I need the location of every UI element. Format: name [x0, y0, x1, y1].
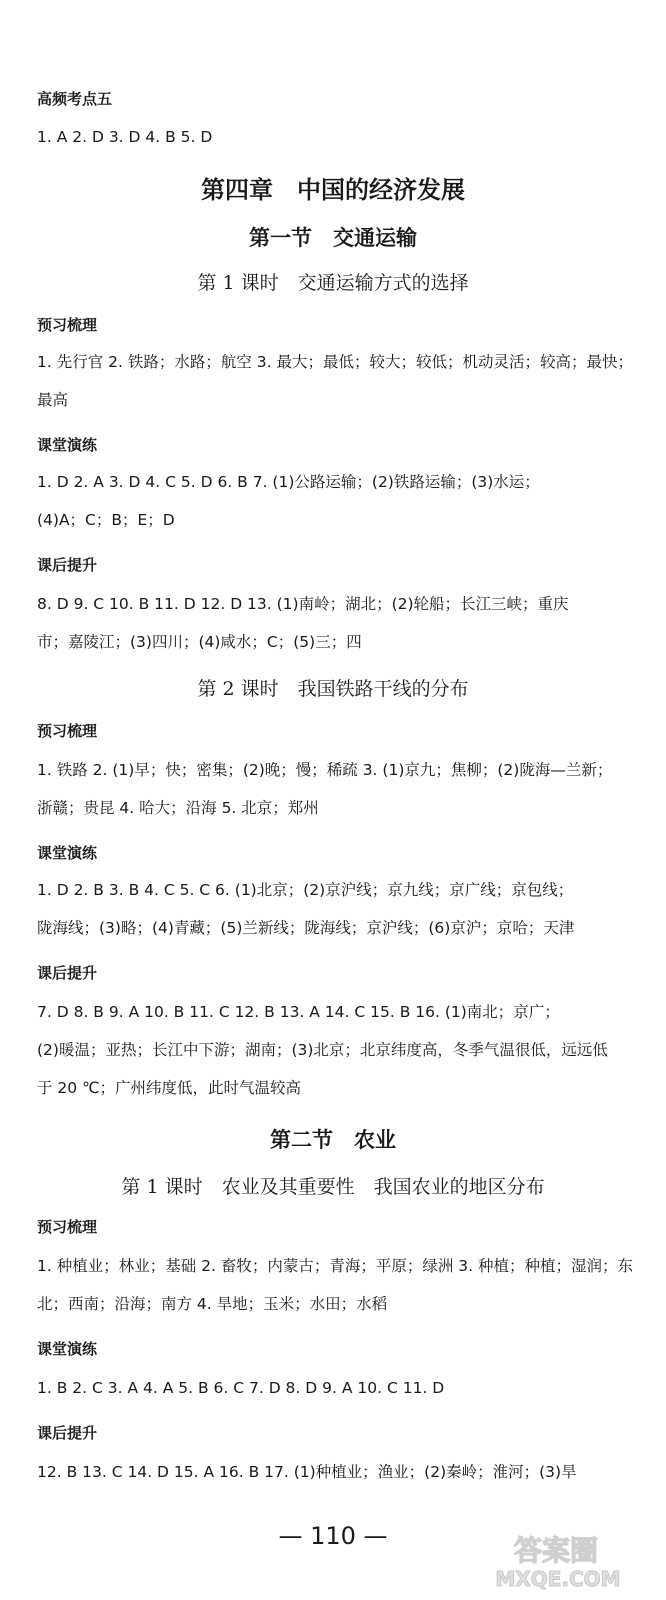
answer-line: 1. D 2. A 3. D 4. C 5. D 6. B 7. (1)公路运输；(2)铁路运输；(3)水运； — [37, 473, 540, 491]
section-label: 预习梳理 — [37, 316, 98, 334]
answer-line: 1. A 2. D 3. D 4. B 5. D — [37, 128, 213, 146]
section-title: 第一节 交通运输 — [249, 226, 417, 250]
page-number: — 110 — — [278, 1522, 388, 1550]
section-label: 预习梳理 — [37, 722, 98, 740]
answer-line: 市；嘉陵江；(3)四川；(4)咸水；C；(5)三；四 — [37, 633, 362, 651]
answer-line: (2)暖温；亚热；长江中下游；湖南；(3)北京；北京纬度高，冬季气温很低，远远低 — [37, 1041, 608, 1059]
answer-line: 1. 先行官 2. 铁路；水路；航空 3. 最大；最低；较大；较低；机动灵活；较高；最快； — [37, 353, 634, 371]
section-label: 课后提升 — [37, 556, 98, 574]
lesson-title: 第 2 课时 我国铁路干线的分布 — [197, 678, 469, 700]
section-label: 预习梳理 — [37, 1218, 98, 1236]
lesson-title: 第 1 课时 农业及其重要性 我国农业的地区分布 — [121, 1176, 545, 1198]
answer-line: 于 20 ℃；广州纬度低，此时气温较高 — [37, 1079, 301, 1097]
answer-line: 最高 — [37, 391, 69, 409]
answer-line: 1. 种植业；林业；基础 2. 畜牧；内蒙古；青海；平原；绿洲 3. 种植；种植；湿润；东 — [37, 1257, 634, 1275]
section-title: 第二节 农业 — [270, 1128, 396, 1152]
section-label: 高频考点五 — [37, 90, 113, 108]
section-label: 课堂演练 — [37, 844, 98, 862]
answer-line: 1. 铁路 2. (1)早；快；密集；(2)晚；慢；稀疏 3. (1)京九；焦柳；(2)陇海—兰新； — [37, 761, 613, 779]
section-label: 课后提升 — [37, 964, 98, 982]
watermark-top-text: 答案圈 — [513, 1534, 599, 1567]
answer-line: 1. D 2. B 3. B 4. C 5. C 6. (1)北京；(2)京沪线；京九线；京广线；京包线； — [37, 881, 574, 899]
answer-line: 8. D 9. C 10. B 11. D 12. D 13. (1)南岭；湖北；(2)轮船；长江三峡；重庆 — [37, 595, 569, 613]
answer-line: 北；西南；沿海；南方 4. 旱地；玉米；水田；水稻 — [37, 1295, 388, 1313]
section-label: 课后提升 — [37, 1424, 98, 1442]
answer-line: 浙赣；贵昆 4. 哈大；沿海 5. 北京；郑州 — [37, 799, 319, 817]
answer-line: 陇海线；(3)略；(4)青藏；(5)兰新线；陇海线；京沪线；(6)京沪；京哈；天津 — [37, 919, 575, 937]
watermark-bottom-text: MXQE.COM — [495, 1567, 621, 1590]
section-label: 课堂演练 — [37, 436, 98, 454]
answer-line: (4)A；C；B；E；D — [37, 511, 175, 529]
lesson-title: 第 1 课时 交通运输方式的选择 — [197, 272, 469, 294]
answer-line: 7. D 8. B 9. A 10. B 11. C 12. B 13. A 14. C 15. B 16. (1)南北；京广； — [37, 1003, 560, 1021]
answer-line: 12. B 13. C 14. D 15. A 16. B 17. (1)种植业；渔业；(2)秦岭；淮河；(3)旱 — [37, 1463, 577, 1481]
answer-line: 1. B 2. C 3. A 4. A 5. B 6. C 7. D 8. D 9. A 10. C 11. D — [37, 1379, 445, 1397]
section-label: 课堂演练 — [37, 1340, 98, 1358]
chapter-title: 第四章 中国的经济发展 — [201, 175, 465, 204]
watermark-logo — [438, 1530, 658, 1590]
